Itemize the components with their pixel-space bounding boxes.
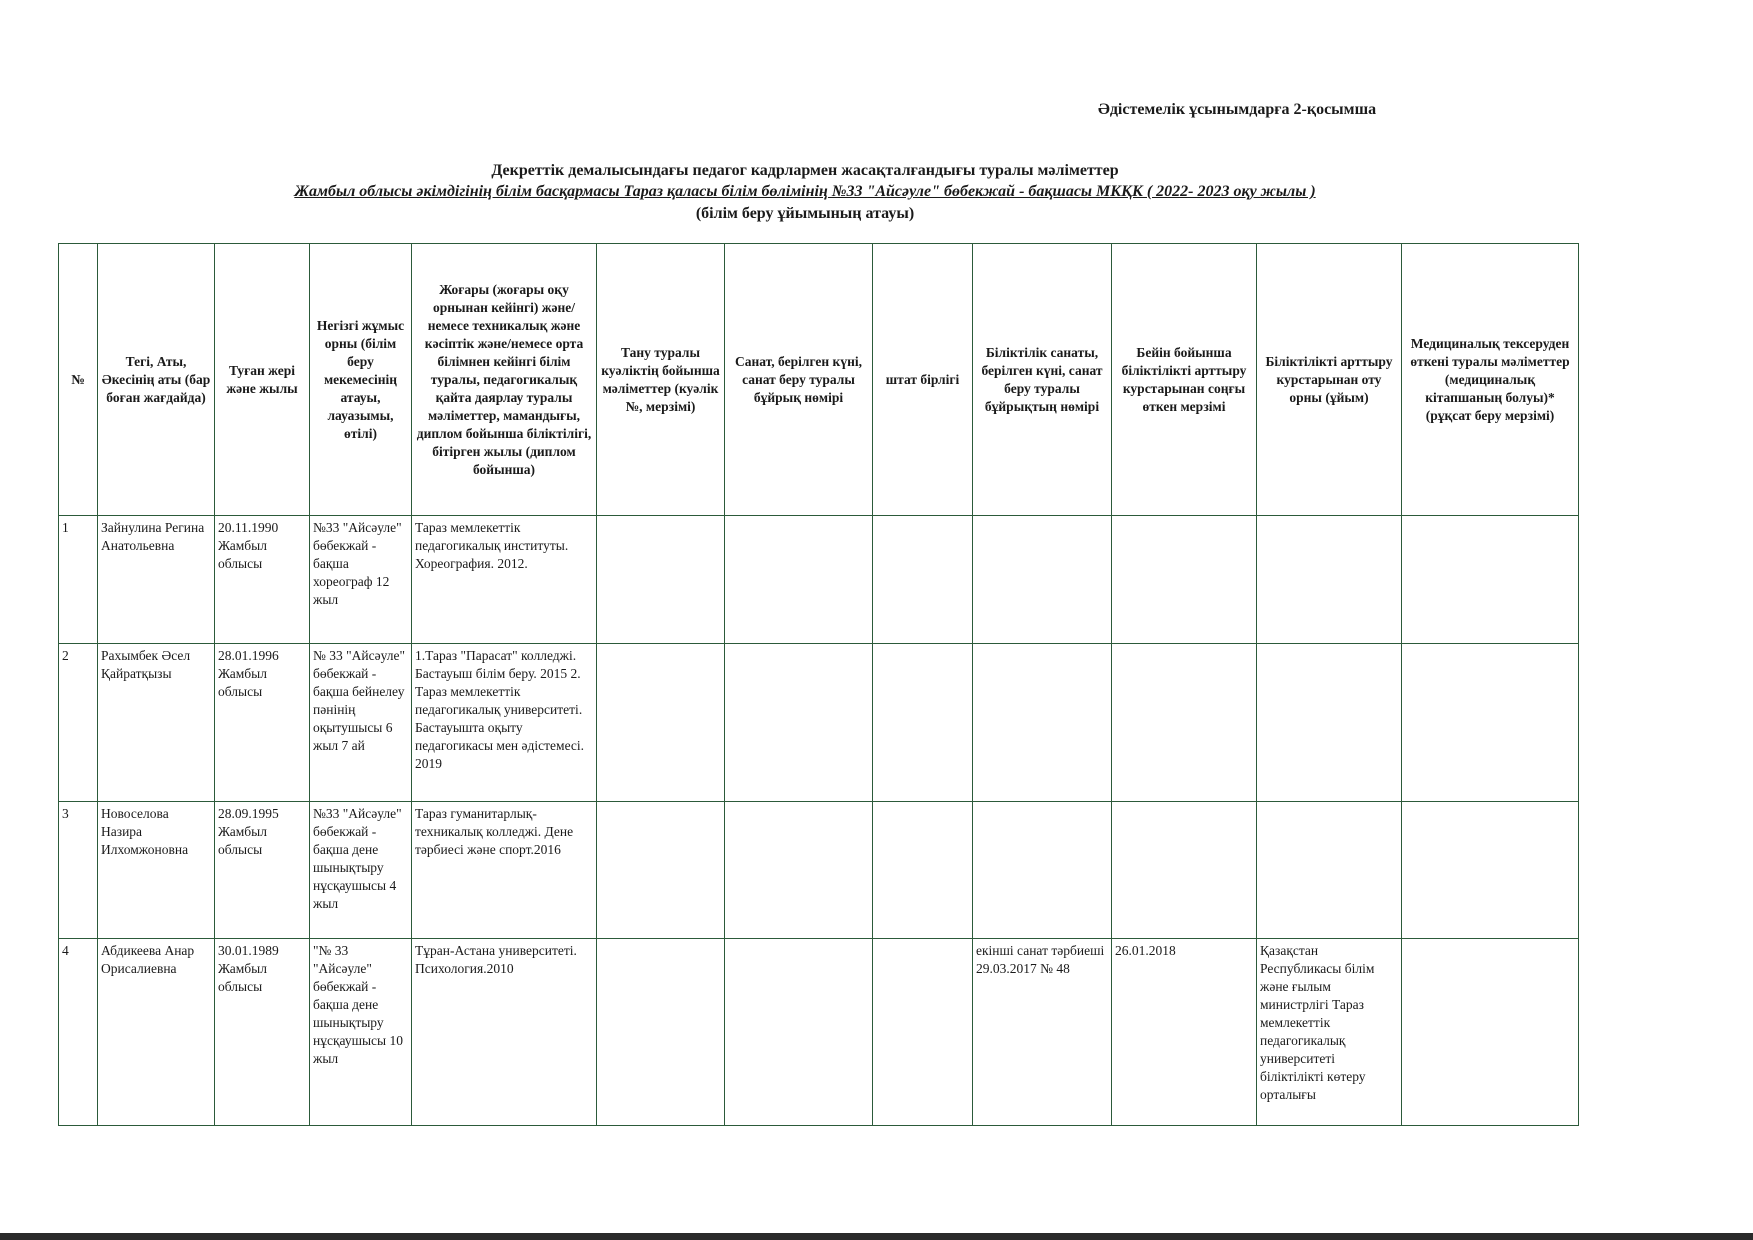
header-category: Санат, берілген күні, санат беру туралы бұйрық нөмірі <box>725 244 873 516</box>
header-qualification-category: Біліктілік санаты, берілген күні, санат беру туралы бұйрықтың нөмірі <box>973 244 1112 516</box>
cell-course-date <box>1112 516 1257 644</box>
cell-course-place <box>1257 516 1402 644</box>
staff-table <box>58 243 1579 1126</box>
cell-work: №33 "Айсәуле" бөбекжай - бақша дене шынықтыру нұсқаушысы 4 жыл <box>310 802 412 939</box>
table-row <box>59 802 1579 939</box>
cell-education: 1.Тараз "Парасат" колледжі. Бастауыш білім беру. 2015 2. Тараз мемлекеттік педагогикалық университеті. Бастауышта оқыту педагогикасы мен әдістемесі. 2019 <box>412 644 597 802</box>
cell-course-place <box>1257 802 1402 939</box>
cell-course-date <box>1112 802 1257 939</box>
cell-education: Тұран-Астана университеті. Психология.2010 <box>412 939 597 1126</box>
cell-work: "№ 33 "Айсәуле" бөбекжай - бақша дене шынықтыру нұсқаушысы 10 жыл <box>310 939 412 1126</box>
cell-name: Новоселова Назира Илхомжоновна <box>98 802 215 939</box>
cell-education: Тараз гуманитарлық-техникалық колледжі. Дене тәрбиесі және спорт.2016 <box>412 802 597 939</box>
cell-qual-category <box>973 644 1112 802</box>
cell-course-place <box>1257 644 1402 802</box>
cell-medical <box>1402 644 1579 802</box>
table-row <box>59 644 1579 802</box>
header-number: № <box>59 244 98 516</box>
cell-education: Тараз мемлекеттік педагогикалық институты. Хореография. 2012. <box>412 516 597 644</box>
header-education: Жоғары (жоғары оқу орнынан кейінгі) және/немесе техникалық және кәсіптік және/немесе орта білімнен кейінгі білім туралы, педагогикалық қайта даярлау туралы мәліметтер, мамандығы, диплом бойынша біліктілігі, бітірген жылы (диплом бойынша) <box>412 244 597 516</box>
organization-line: Жамбыл облысы әкімдігінің білім басқармасы Тараз қаласы білім бөлімінің №33 "Айсәуле" бөбекжай - бақшасы МКҚК ( 2022- 2023 оқу жылы ) <box>294 183 1316 200</box>
cell-staff <box>873 802 973 939</box>
cell-category <box>725 802 873 939</box>
header-course-place: Біліктілікті арттыру курстарынан оту орны (ұйым) <box>1257 244 1402 516</box>
cell-staff <box>873 516 973 644</box>
organization-caption: (білім беру ұйымының атауы) <box>695 205 915 222</box>
cell-qual-category: екінші санат тәрбиеші 29.03.2017 № 48 <box>973 939 1112 1126</box>
cell-number: 2 <box>59 644 98 802</box>
cell-work: № 33 "Айсәуле" бөбекжай - бақша бейнелеу пәнінің оқытушысы 6 жыл 7 ай <box>310 644 412 802</box>
cell-work: №33 "Айсәуле" бөбекжай - бақша хореограф 12 жыл <box>310 516 412 644</box>
annex-label: Әдістемелік ұсынымдарға 2-қосымша <box>1098 101 1377 118</box>
cell-recognition <box>597 516 725 644</box>
cell-category <box>725 939 873 1126</box>
cell-medical <box>1402 516 1579 644</box>
header-course-date: Бейін бойынша біліктілікті арттыру курстарынан соңғы өткен мерзімі <box>1112 244 1257 516</box>
cell-name: Зайнулина Регина Анатольевна <box>98 516 215 644</box>
cell-name: Абдикеева Анар Орисалиевна <box>98 939 215 1126</box>
cell-staff <box>873 939 973 1126</box>
cell-course-date: 26.01.2018 <box>1112 939 1257 1126</box>
cell-number: 1 <box>59 516 98 644</box>
header-recognition: Тану туралы куәліктің бойынша мәліметтер (куәлік №, мерзімі) <box>597 244 725 516</box>
cell-medical <box>1402 939 1579 1126</box>
cell-qual-category <box>973 516 1112 644</box>
document-title: Декреттік демалысындағы педагог кадрлармен жасақталғандығы туралы мәліметтер <box>491 162 1119 179</box>
cell-medical <box>1402 802 1579 939</box>
cell-category <box>725 516 873 644</box>
cell-staff <box>873 644 973 802</box>
cell-birth: 20.11.1990 Жамбыл облысы <box>215 516 310 644</box>
cell-name: Рахымбек Әсел Қайратқызы <box>98 644 215 802</box>
cell-course-date <box>1112 644 1257 802</box>
cell-recognition <box>597 802 725 939</box>
table-row <box>59 939 1579 1126</box>
header-workplace: Негізгі жұмыс орны (білім беру мекемесінің атауы, лауазымы, өтілі) <box>310 244 412 516</box>
cell-qual-category <box>973 802 1112 939</box>
cell-recognition <box>597 644 725 802</box>
cell-birth: 28.09.1995 Жамбыл облысы <box>215 802 310 939</box>
header-full-name: Тегі, Аты, Әкесінің аты (бар боған жағдайда) <box>98 244 215 516</box>
table-row <box>59 516 1579 644</box>
cell-birth: 30.01.1989 Жамбыл облысы <box>215 939 310 1126</box>
cell-birth: 28.01.1996 Жамбыл облысы <box>215 644 310 802</box>
header-medical: Медициналық тексеруден өткені туралы мәліметтер (медициналық кітапшаның болуы)* (рұқсат беру мерзімі) <box>1402 244 1579 516</box>
cell-number: 4 <box>59 939 98 1126</box>
cell-category <box>725 644 873 802</box>
cell-number: 3 <box>59 802 98 939</box>
header-birth: Туған жері және жылы <box>215 244 310 516</box>
table-header-row <box>59 244 1579 516</box>
cell-course-place: Қазақстан Республикасы білім және ғылым министрлігі Тараз мемлекеттік педагогикалық университеті біліктілікті көтеру орталығы <box>1257 939 1402 1126</box>
cell-recognition <box>597 939 725 1126</box>
header-staff-unit: штат бірлігі <box>873 244 973 516</box>
scan-edge <box>0 1233 1753 1240</box>
